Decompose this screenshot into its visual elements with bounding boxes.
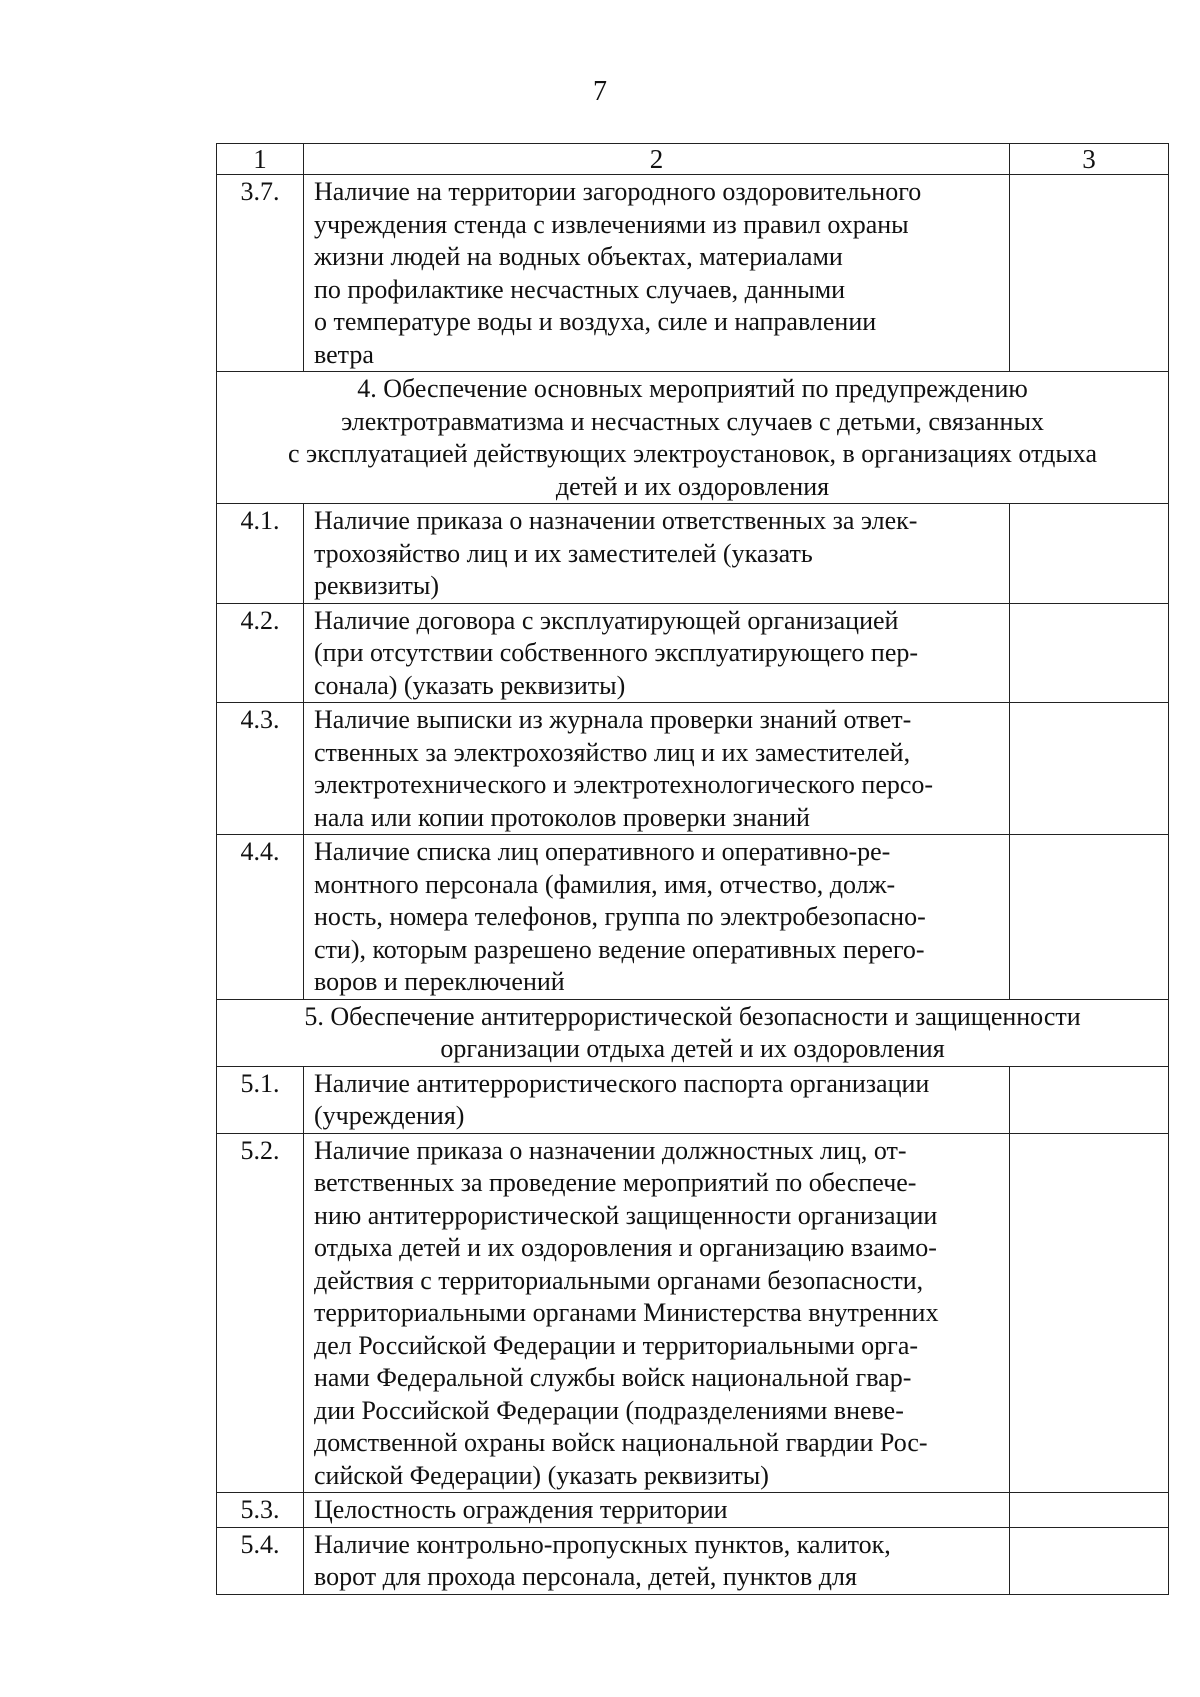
item-description-line: Наличие антитеррористического паспорта организации: [314, 1068, 930, 1098]
item-description-line: сийской Федерации) (указать реквизиты): [314, 1460, 769, 1490]
item-description-line: территориальными органами Министерства внутренних: [314, 1298, 939, 1327]
section-heading-line: организации отдыха детей и их оздоровления: [440, 1034, 945, 1063]
item-description-line: Наличие приказа о назначении ответственных за элек-: [314, 506, 918, 535]
section-heading-line: с эксплуатацией действующих электроустановок, в организациях отдыха: [287, 439, 1098, 468]
item-value-cell: [1010, 603, 1169, 703]
item-description-line: ветра: [314, 339, 374, 369]
item-description-line: реквизиты): [314, 571, 440, 600]
table-row: [217, 835, 1169, 1000]
item-description: [304, 1133, 1010, 1493]
item-description-line: Целостность ограждения территории: [314, 1495, 728, 1524]
item-description-line: (при отсутствии собственного эксплуатирующего пер-: [314, 638, 919, 667]
item-value-cell: [1010, 835, 1169, 1000]
item-description-line: о температуре воды и воздуха, силе и направлении: [314, 307, 877, 336]
item-description-line: ворот для прохода персонала, детей, пунктов для: [314, 1562, 857, 1591]
table-row: [217, 703, 1169, 835]
table-row: [217, 1527, 1169, 1594]
item-description-line: дии Российской Федерации (подразделениями вневе-: [314, 1395, 904, 1425]
section-heading-line: электротравматизма и несчастных случаев с детьми, связанных: [341, 406, 1044, 436]
item-description-line: трохозяйство лиц и их заместителей (указать: [314, 538, 813, 568]
item-value-cell: [1010, 175, 1169, 372]
section-heading-row: [217, 372, 1169, 504]
item-value-cell: [1010, 1133, 1169, 1493]
item-value-cell: [1010, 703, 1169, 835]
item-number: 5.1.: [217, 1066, 304, 1133]
item-description: [304, 504, 1010, 604]
item-description-line: воров и переключений: [314, 967, 565, 996]
item-description-line: по профилактике несчастных случаев, данными: [314, 274, 846, 304]
item-description-line: домственной охраны войск национальной гвардии Рос-: [314, 1428, 928, 1457]
item-description: [304, 1527, 1010, 1594]
item-value-cell: [1010, 1527, 1169, 1594]
item-description-line: ственных за электрохозяйство лиц и их заместителей,: [314, 737, 911, 767]
item-description-line: (учреждения): [314, 1101, 465, 1130]
item-number: 4.1.: [217, 504, 304, 604]
item-description: [304, 1493, 1010, 1528]
item-number: 3.7.: [217, 175, 304, 372]
section-heading-line: 5. Обеспечение антитеррористической безопасности и защищенности: [304, 1001, 1081, 1031]
item-description-line: Наличие договора с эксплуатирующей организацией: [314, 605, 899, 635]
column-header-description: 2: [304, 144, 1010, 175]
item-description-line: отдыха детей и их оздоровления и организацию взаимо-: [314, 1233, 937, 1262]
item-value-cell: [1010, 504, 1169, 604]
item-number: 5.2.: [217, 1133, 304, 1493]
section-heading: [217, 999, 1169, 1066]
column-header-number: 1: [217, 144, 304, 175]
table-row: [217, 1493, 1169, 1528]
item-description: [304, 175, 1010, 372]
checklist-table: [216, 143, 1169, 1595]
item-number: 4.2.: [217, 603, 304, 703]
section-heading-line: детей и их оздоровления: [555, 471, 830, 501]
table-row: [217, 504, 1169, 604]
page-number: 7: [593, 76, 607, 107]
item-number: 4.4.: [217, 835, 304, 1000]
item-description-line: электротехнического и электротехнологического персо-: [314, 770, 934, 799]
section-heading-line: 4. Обеспечение основных мероприятий по предупреждению: [357, 374, 1028, 403]
item-description-line: учреждения стенда с извлечениями из правил охраны: [314, 209, 909, 239]
item-description: [304, 703, 1010, 835]
item-description-line: сонала) (указать реквизиты): [314, 670, 626, 700]
item-description: [304, 603, 1010, 703]
item-value-cell: [1010, 1493, 1169, 1528]
item-description: [304, 835, 1010, 1000]
item-description-line: сти), которым разрешено ведение оперативных перего-: [314, 934, 925, 964]
table-row: [217, 1066, 1169, 1133]
item-description-line: дел Российской Федерации и территориальными орга-: [314, 1330, 919, 1360]
item-description-line: нами Федеральной службы войск национальной гвар-: [314, 1363, 912, 1392]
section-heading: [217, 372, 1169, 504]
item-number: 5.3.: [217, 1493, 304, 1528]
item-description-line: Наличие приказа о назначении должностных лиц, от-: [314, 1135, 907, 1165]
table-row: [217, 603, 1169, 703]
item-description-line: Наличие на территории загородного оздоровительного: [314, 177, 922, 206]
item-description-line: Наличие контрольно-пропускных пунктов, калиток,: [314, 1529, 891, 1559]
column-header-value: 3: [1010, 144, 1169, 175]
item-description: [304, 1066, 1010, 1133]
item-description-line: нию антитеррористической защищенности организации: [314, 1200, 938, 1230]
item-description-line: действия с территориальными органами безопасности,: [314, 1265, 924, 1295]
item-number: 4.3.: [217, 703, 304, 835]
item-number: 5.4.: [217, 1527, 304, 1594]
item-description-line: Наличие выписки из журнала проверки знаний ответ-: [314, 705, 912, 734]
item-description-line: ветственных за проведение мероприятий по обеспече-: [314, 1168, 917, 1197]
item-description-line: жизни людей на водных объектах, материалами: [314, 242, 843, 271]
item-description-line: нала или копии протоколов проверки знаний: [314, 802, 810, 832]
table-header-row: [217, 144, 1169, 175]
section-heading-row: [217, 999, 1169, 1066]
item-value-cell: [1010, 1066, 1169, 1133]
table-row: [217, 1133, 1169, 1493]
table-row: [217, 175, 1169, 372]
item-description-line: монтного персонала (фамилия, имя, отчество, долж-: [314, 869, 896, 899]
item-description-line: Наличие списка лиц оперативного и оперативно-ре-: [314, 837, 891, 866]
item-description-line: ность, номера телефонов, группа по электробезопасно-: [314, 902, 926, 931]
